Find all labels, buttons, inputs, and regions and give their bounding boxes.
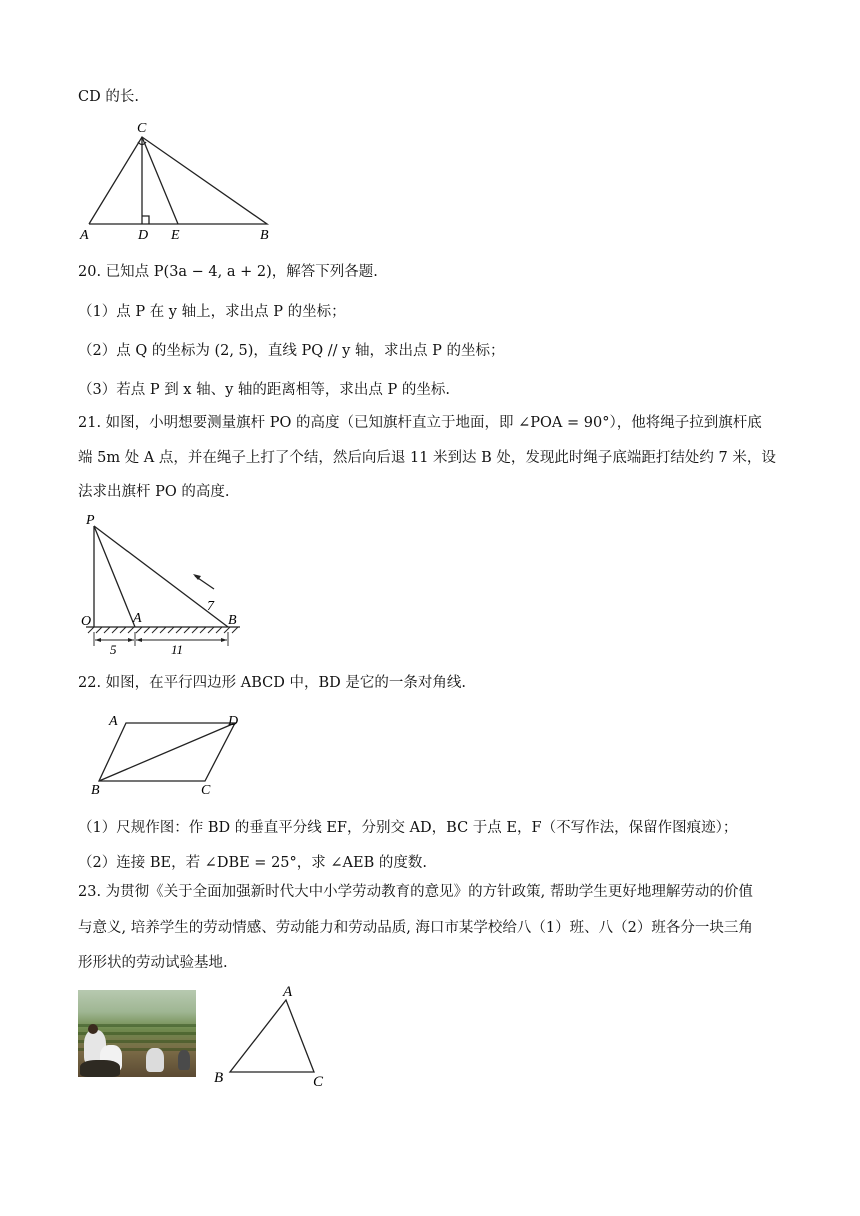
fig23-label-b: B [214, 1070, 224, 1086]
fig19-label-b: B [260, 228, 269, 243]
fig22-label-b: B [91, 783, 100, 798]
q21-line1: 21. 如图，小明想要测量旗杆 PO 的高度（已知旗杆直立于地面，即 ∠POA = 90°），他将绳子拉到旗杆底 [78, 415, 762, 431]
fig19-label-e: E [171, 228, 180, 243]
fig19-triangle-abc [89, 137, 267, 224]
fig19-label-c: C [137, 121, 147, 136]
q20-part3: （3）若点 P 到 x 轴、y 轴的距离相等，求出点 P 的坐标. [78, 382, 450, 398]
fig23-label-c: C [313, 1074, 324, 1090]
q20-stem: 20. 已知点 P(3a − 4, a + 2)，解答下列各题. [78, 264, 378, 280]
fig19-right-angle-mark [142, 216, 149, 224]
fig19-label-a: A [80, 228, 89, 243]
fig21-ground-hatching [88, 627, 238, 633]
q20-part1: （1）点 P 在 y 轴上，求出点 P 的坐标； [78, 304, 346, 320]
fig21-label-7: 7 [207, 599, 214, 614]
fig22-parallelogram-diagram [88, 710, 248, 800]
q23-line1: 23. 为贯彻《关于全面加强新时代大中小学劳动教育的意见》的方针政策, 帮助学生更好地理解劳动的价值 [78, 884, 753, 900]
fig19-triangle-diagram [78, 118, 278, 243]
q23-line2: 与意义, 培养学生的劳动情感、劳动能力和劳动品质, 海口市某学校给八（1）班、八（2）班各分一块三角 [78, 920, 753, 936]
fig19-label-d: D [138, 228, 149, 243]
fig21-label-p: P [86, 513, 95, 528]
fig22-label-d: D [228, 714, 239, 729]
fig23-triangle-diagram [210, 980, 330, 1090]
fig21-label-o: O [81, 614, 92, 629]
fig23-triangle-abc [230, 1000, 314, 1072]
fig22-diagonal-bd [99, 723, 235, 781]
q22-stem: 22. 如图，在平行四边形 ABCD 中，BD 是它的一条对角线. [78, 675, 467, 691]
fig21-label-a: A [133, 611, 142, 626]
q20-part2: （2）点 Q 的坐标为 (2, 5)，直线 PQ // y 轴，求出点 P 的坐标； [78, 343, 505, 359]
q21-line3: 法求出旗杆 PO 的高度. [78, 484, 230, 500]
q23-line3: 形形状的劳动试验基地. [78, 955, 228, 971]
q22-part2: （2）连接 BE，若 ∠DBE = 25°，求 ∠AEB 的度数. [78, 855, 427, 871]
q21-line2: 端 5m 处 A 点，并在绳子上打了个结，然后向后退 11 米到达 B 处，发现此时绳子底端距打结处约 7 米，设 [78, 450, 776, 466]
fig21-label-b: B [228, 613, 237, 628]
fig22-label-a: A [109, 714, 118, 729]
labor-photo [78, 990, 196, 1077]
fig21-flagpole-diagram [78, 512, 248, 657]
fig22-label-c: C [201, 783, 211, 798]
q19-tail-text: CD 的长. [78, 89, 139, 105]
fig21-label-5: 5 [110, 642, 117, 657]
q22-part1: （1）尺规作图：作 BD 的垂直平分线 EF，分别交 AD，BC 于点 E，F（不写作法，保留作图痕迹）； [78, 820, 738, 836]
fig21-label-11: 11 [171, 642, 184, 657]
fig23-label-a: A [283, 984, 293, 1000]
